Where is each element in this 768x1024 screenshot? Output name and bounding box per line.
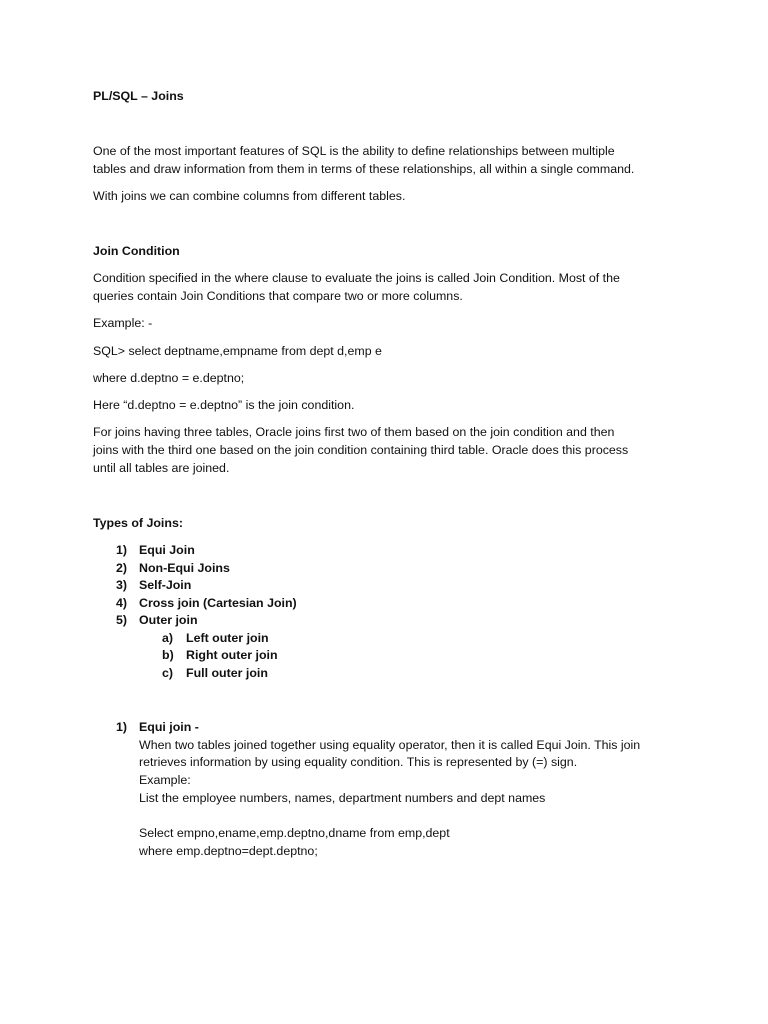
- equi-join-sql-line-2: where emp.deptno=dept.deptno;: [139, 844, 318, 858]
- equi-join-heading: Equi join -: [139, 720, 199, 734]
- sub-list-label: Full outer join: [186, 666, 268, 680]
- sub-list-letter: a): [162, 631, 174, 645]
- sub-list-letter: b): [162, 648, 174, 662]
- three-tables-line-3: until all tables are joined.: [93, 461, 230, 475]
- list-number: 2): [116, 561, 128, 575]
- join-condition-note: Here “d.deptno = e.deptno” is the join condition.: [93, 398, 355, 412]
- equi-join-example-label: Example:: [139, 773, 191, 787]
- sub-list-label: Right outer join: [186, 648, 278, 662]
- equi-join-line-2: retrieves information by using equality condition. This is represented by (=) sign.: [139, 755, 578, 769]
- sub-list-letter: c): [162, 666, 174, 680]
- list-label: Non-Equi Joins: [139, 561, 230, 575]
- list-number: 3): [116, 578, 128, 592]
- list-label: Outer join: [139, 613, 198, 627]
- list-label: Equi Join: [139, 543, 195, 557]
- types-of-joins-heading: Types of Joins:: [93, 516, 183, 530]
- document-title: PL/SQL – Joins: [93, 89, 184, 103]
- list-label: Self-Join: [139, 578, 192, 592]
- three-tables-line-2: joins with the third one based on the join condition containing third table. Oracle does this process: [93, 443, 629, 457]
- intro-line-1: One of the most important features of SQL is the ability to define relationships between multiple: [93, 144, 615, 158]
- join-condition-heading: Join Condition: [93, 244, 180, 258]
- intro-line-2: tables and draw information from them in terms of these relationships, all within a single command.: [93, 162, 635, 176]
- three-tables-line-1: For joins having three tables, Oracle joins first two of them based on the join condition and then: [93, 425, 615, 439]
- sql-example-line-1: SQL> select deptname,empname from dept d,emp e: [93, 344, 382, 358]
- join-condition-line-2: queries contain Join Conditions that compare two or more columns.: [93, 289, 463, 303]
- sql-example-line-2: where d.deptno = e.deptno;: [93, 371, 245, 385]
- list-number: 4): [116, 596, 128, 610]
- sub-list-label: Left outer join: [186, 631, 269, 645]
- equi-join-example-desc: List the employee numbers, names, department numbers and dept names: [139, 791, 546, 805]
- section-number: 1): [116, 720, 128, 734]
- list-label: Cross join (Cartesian Join): [139, 596, 297, 610]
- equi-join-line-1: When two tables joined together using equality operator, then it is called Equi Join. This join: [139, 738, 641, 752]
- list-number: 1): [116, 543, 128, 557]
- list-number: 5): [116, 613, 128, 627]
- equi-join-sql-line-1: Select empno,ename,emp.deptno,dname from emp,dept: [139, 826, 450, 840]
- example-label: Example: -: [93, 316, 153, 330]
- intro-line-3: With joins we can combine columns from different tables.: [93, 189, 406, 203]
- join-condition-line-1: Condition specified in the where clause to evaluate the joins is called Join Condition. Most of the: [93, 271, 620, 285]
